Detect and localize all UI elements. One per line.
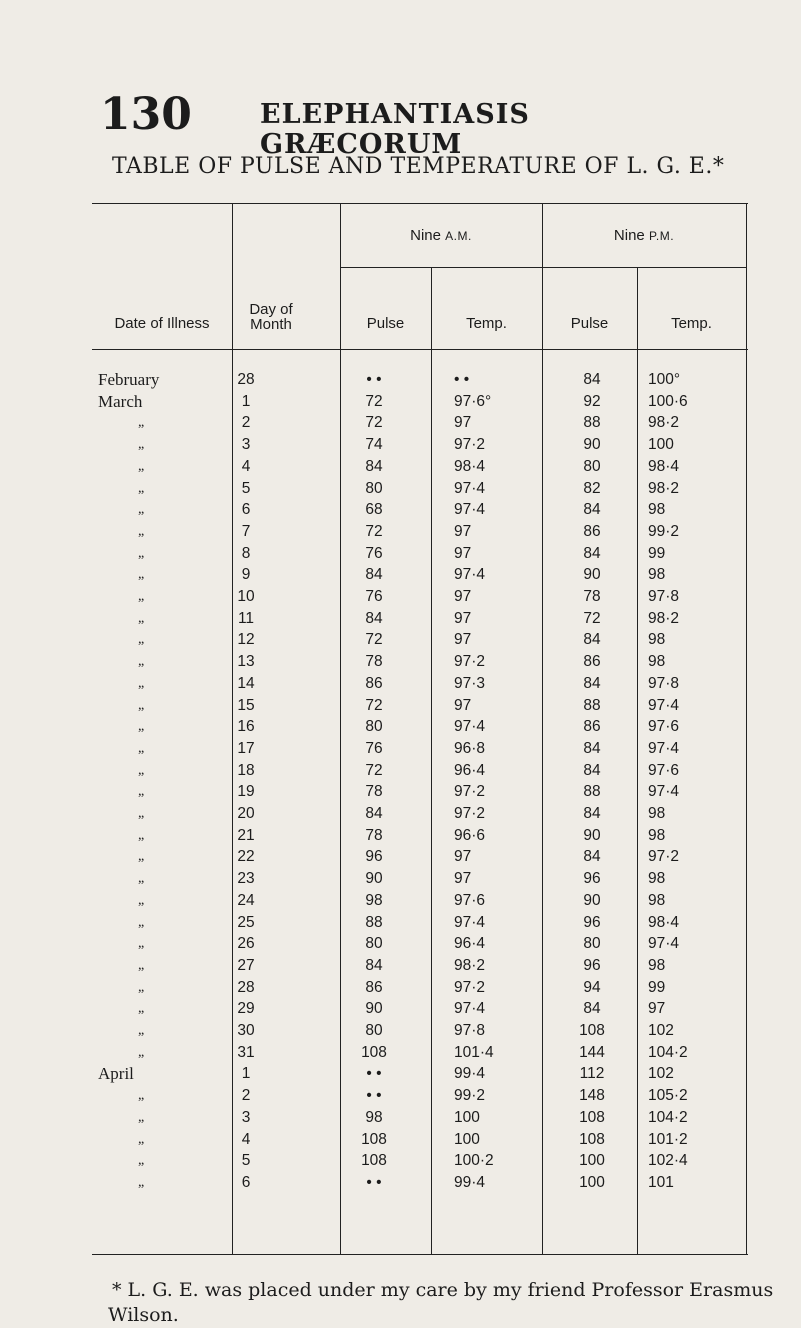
pulse-am-cell: • • bbox=[366, 1065, 382, 1083]
day-cell: 15 bbox=[237, 696, 255, 714]
table-row bbox=[92, 804, 748, 824]
pulse-pm-cell: 78 bbox=[583, 588, 601, 605]
table-row bbox=[92, 761, 748, 781]
temp-am-cell: 96·8 bbox=[454, 739, 486, 757]
day-cell: 25 bbox=[237, 913, 255, 931]
temp-am-cell: 97·3 bbox=[454, 674, 486, 692]
table-row bbox=[92, 457, 748, 477]
day-cell: 30 bbox=[237, 1022, 255, 1039]
pulse-am-cell: 86 bbox=[365, 978, 383, 996]
temp-pm-cell: 100° bbox=[648, 371, 681, 388]
temp-pm-cell: 102 bbox=[648, 1065, 674, 1083]
temp-am-cell: 97·4 bbox=[454, 479, 486, 497]
pulse-am-cell: 80 bbox=[365, 935, 383, 953]
temp-pm-cell: 98 bbox=[648, 826, 666, 844]
temp-pm-cell: 98·2 bbox=[648, 479, 680, 497]
date-cell: „ bbox=[138, 523, 145, 539]
day-cell: 13 bbox=[237, 653, 255, 671]
table-row bbox=[92, 1021, 748, 1041]
table-row bbox=[92, 435, 748, 455]
temp-pm-cell: 102 bbox=[648, 1022, 674, 1039]
table-bottom-rule bbox=[92, 1254, 748, 1255]
temp-am-cell: 99·4 bbox=[454, 1173, 486, 1191]
temp-am-cell: 97·4 bbox=[454, 913, 486, 931]
date-cell: „ bbox=[138, 1131, 145, 1147]
temp-am-cell: 100·2 bbox=[454, 1152, 494, 1170]
date-cell: „ bbox=[138, 610, 145, 626]
temp-am-cell: 97·2 bbox=[454, 805, 486, 822]
temp-am-cell: 96·4 bbox=[454, 761, 486, 779]
pulse-pm-cell: 144 bbox=[579, 1043, 605, 1061]
temp-am-cell: 99·4 bbox=[454, 1065, 486, 1083]
temp-pm-cell: 98·2 bbox=[648, 609, 680, 627]
running-title: ELEPHANTIASIS GRÆCORUM bbox=[260, 99, 530, 160]
pulse-am-cell: 98 bbox=[365, 891, 383, 909]
pulse-am-cell: 84 bbox=[365, 609, 383, 627]
pulse-am-cell: 80 bbox=[365, 479, 383, 497]
pulse-am-cell: 90 bbox=[365, 870, 383, 888]
temp-am-cell: 97 bbox=[454, 609, 472, 627]
pulse-pm-cell: 84 bbox=[583, 371, 601, 388]
date-cell: „ bbox=[138, 762, 145, 778]
date-cell: „ bbox=[138, 1153, 145, 1169]
temp-pm-cell: 97·2 bbox=[648, 848, 680, 866]
day-cell: 16 bbox=[237, 718, 255, 736]
pulse-pm-cell: 84 bbox=[583, 544, 601, 562]
pulse-pm-cell: 88 bbox=[583, 783, 601, 801]
date-cell: „ bbox=[138, 697, 145, 713]
pulse-pm-cell: 90 bbox=[583, 436, 601, 454]
table-row bbox=[92, 999, 748, 1019]
date-cell: „ bbox=[138, 1088, 145, 1104]
table-row bbox=[92, 1130, 748, 1150]
temp-am-cell: 97 bbox=[454, 870, 472, 888]
temp-pm-cell: 98 bbox=[648, 891, 666, 909]
table-row bbox=[92, 479, 748, 499]
pulse-am-cell: 108 bbox=[361, 1130, 387, 1148]
date-cell: „ bbox=[138, 806, 145, 821]
temp-pm-cell: 97·6 bbox=[648, 761, 680, 779]
pulse-pm-cell: 86 bbox=[583, 653, 601, 671]
date-cell: „ bbox=[138, 871, 145, 887]
table-row bbox=[92, 370, 748, 390]
day-cell: 24 bbox=[237, 891, 255, 909]
temp-am-cell: 101·4 bbox=[454, 1043, 494, 1061]
date-cell: „ bbox=[138, 740, 145, 756]
day-cell: 8 bbox=[241, 544, 251, 562]
temp-pm-cell: 97·4 bbox=[648, 739, 680, 757]
table-row bbox=[92, 674, 748, 694]
day-cell: 17 bbox=[237, 739, 255, 757]
day-cell: 5 bbox=[241, 479, 251, 497]
footnote-line-1: * L. G. E. was placed under my care by my friend Professor Erasmus bbox=[112, 1279, 774, 1301]
pulse-am-cell: 78 bbox=[365, 826, 383, 844]
day-cell: 20 bbox=[237, 805, 255, 822]
date-cell: „ bbox=[138, 545, 145, 561]
day-cell: 2 bbox=[241, 414, 251, 432]
temp-am-cell: 97·6° bbox=[454, 392, 492, 410]
day-cell: 5 bbox=[241, 1152, 251, 1170]
pulse-am-cell: 84 bbox=[365, 566, 383, 584]
pulse-am-cell: 72 bbox=[365, 696, 383, 714]
day-cell: 9 bbox=[241, 566, 251, 584]
temp-am-cell: 97 bbox=[454, 696, 472, 714]
temp-am-cell: • • bbox=[454, 371, 470, 388]
table-row bbox=[92, 652, 748, 672]
pulse-pm-cell: 82 bbox=[583, 479, 601, 497]
temp-am-cell: 97·2 bbox=[454, 653, 486, 671]
header-day-of-month: Day of Month bbox=[249, 301, 293, 333]
table-row bbox=[92, 544, 748, 564]
temp-am-cell: 97 bbox=[454, 848, 472, 866]
header-nine-pm bbox=[542, 228, 746, 244]
table-row bbox=[92, 1064, 748, 1084]
date-cell: „ bbox=[138, 957, 145, 973]
date-cell: „ bbox=[138, 480, 145, 496]
table-row bbox=[92, 1043, 748, 1063]
header-pulse-am: Pulse bbox=[366, 315, 405, 332]
table-row bbox=[92, 869, 748, 889]
temp-pm-cell: 101·2 bbox=[648, 1130, 688, 1148]
temp-am-cell: 97 bbox=[454, 631, 472, 649]
temp-am-cell: 97·4 bbox=[454, 566, 486, 584]
pulse-pm-cell: 96 bbox=[583, 956, 601, 974]
table-row bbox=[92, 826, 748, 846]
temp-pm-cell: 98·4 bbox=[648, 913, 680, 931]
temp-pm-cell: 97·4 bbox=[648, 696, 680, 714]
pulse-pm-cell: 100 bbox=[579, 1173, 605, 1191]
day-cell: 12 bbox=[237, 631, 255, 649]
day-cell: 6 bbox=[241, 1173, 251, 1191]
temp-pm-cell: 100·6 bbox=[648, 392, 688, 410]
header-date-of-illness: Date of Illness bbox=[114, 315, 210, 332]
table-row bbox=[92, 500, 748, 520]
day-cell: 27 bbox=[237, 956, 255, 974]
temp-am-cell: 97·2 bbox=[454, 436, 486, 454]
page-header bbox=[100, 89, 720, 160]
temp-pm-cell: 101 bbox=[648, 1173, 674, 1191]
pulse-pm-cell: 92 bbox=[583, 392, 601, 410]
pulse-am-cell: • • bbox=[366, 371, 382, 388]
header-pulse-pm: Pulse bbox=[570, 315, 609, 332]
pulse-pm-cell: 148 bbox=[579, 1087, 605, 1105]
temp-pm-cell: 99 bbox=[648, 544, 666, 562]
pulse-pm-cell: 84 bbox=[583, 1000, 601, 1018]
date-cell: February bbox=[98, 370, 160, 389]
pulse-am-cell: 86 bbox=[365, 674, 383, 692]
day-cell: 29 bbox=[237, 1000, 255, 1018]
pulse-am-cell: 76 bbox=[365, 544, 383, 562]
table-row bbox=[92, 891, 748, 911]
temp-am-cell: 97·6 bbox=[454, 891, 486, 909]
day-cell: 14 bbox=[237, 674, 255, 692]
temp-pm-cell: 98 bbox=[648, 631, 666, 649]
date-cell: „ bbox=[138, 936, 145, 952]
pulse-am-cell: 68 bbox=[365, 501, 383, 519]
pulse-pm-cell: 84 bbox=[583, 674, 601, 692]
pulse-pm-cell: 86 bbox=[583, 522, 601, 540]
pulse-am-cell: 108 bbox=[361, 1152, 387, 1170]
table-row bbox=[92, 847, 748, 867]
header-nine-am bbox=[340, 228, 542, 244]
temp-am-cell: 98·4 bbox=[454, 457, 486, 475]
day-cell: 3 bbox=[241, 436, 251, 454]
day-cell: 4 bbox=[241, 1130, 251, 1148]
date-cell: „ bbox=[138, 1044, 145, 1060]
pulse-am-cell: 90 bbox=[365, 1000, 383, 1018]
header-nine-am-word: Nine bbox=[410, 227, 441, 244]
table-row bbox=[92, 956, 748, 976]
day-cell: 11 bbox=[237, 609, 255, 627]
temp-pm-cell: 97 bbox=[648, 1000, 666, 1018]
pulse-am-cell: 84 bbox=[365, 805, 383, 822]
date-cell: „ bbox=[138, 1023, 145, 1038]
pulse-am-cell: 78 bbox=[365, 653, 383, 671]
temp-pm-cell: 97·8 bbox=[648, 674, 680, 692]
temp-am-cell: 97 bbox=[454, 588, 472, 605]
date-cell: „ bbox=[138, 458, 145, 474]
pulse-pm-cell: 100 bbox=[579, 1152, 605, 1170]
temp-pm-cell: 98 bbox=[648, 870, 666, 888]
date-cell: „ bbox=[138, 437, 145, 453]
day-cell: 23 bbox=[237, 870, 255, 888]
date-cell: „ bbox=[138, 589, 145, 604]
day-cell: 28 bbox=[237, 371, 255, 388]
page-number: 130 bbox=[100, 89, 192, 140]
table-row bbox=[92, 565, 748, 585]
temp-pm-cell: 98 bbox=[648, 956, 666, 974]
pulse-am-cell: 80 bbox=[365, 718, 383, 736]
day-cell: 2 bbox=[241, 1087, 251, 1105]
table-row bbox=[92, 978, 748, 998]
date-cell: „ bbox=[138, 784, 145, 800]
footnote-line-2: Wilson. bbox=[108, 1304, 179, 1326]
pulse-am-cell: 72 bbox=[365, 392, 383, 410]
table-row bbox=[92, 522, 748, 542]
temp-am-cell: 97 bbox=[454, 544, 472, 562]
date-cell: „ bbox=[138, 632, 145, 648]
table-row bbox=[92, 413, 748, 433]
date-cell: „ bbox=[138, 979, 145, 995]
pulse-am-cell: 80 bbox=[365, 1022, 383, 1039]
pulse-am-cell: 98 bbox=[365, 1108, 383, 1126]
pulse-am-cell: • • bbox=[366, 1173, 382, 1191]
date-cell: „ bbox=[138, 502, 145, 518]
table-row bbox=[92, 696, 748, 716]
date-cell: „ bbox=[138, 719, 145, 735]
table-row bbox=[92, 392, 748, 412]
pulse-pm-cell: 88 bbox=[583, 696, 601, 714]
date-cell: „ bbox=[138, 1109, 145, 1125]
date-cell: „ bbox=[138, 849, 145, 865]
header-mid-rule bbox=[340, 267, 746, 268]
day-cell: 21 bbox=[237, 826, 255, 844]
pulse-pm-cell: 84 bbox=[583, 501, 601, 519]
pulse-pm-cell: 84 bbox=[583, 848, 601, 866]
date-cell: „ bbox=[138, 567, 145, 583]
pulse-am-cell: • • bbox=[366, 1087, 382, 1105]
header-pm-suffix: P.M. bbox=[648, 229, 675, 243]
pulse-pm-cell: 112 bbox=[579, 1065, 605, 1083]
temp-pm-cell: 98 bbox=[648, 805, 666, 822]
day-cell: 31 bbox=[237, 1043, 255, 1061]
temp-am-cell: 97·2 bbox=[454, 978, 486, 996]
pulse-am-cell: 72 bbox=[365, 761, 383, 779]
date-cell: March bbox=[98, 391, 143, 411]
table-row bbox=[92, 609, 748, 629]
pulse-pm-cell: 84 bbox=[583, 631, 601, 649]
temp-am-cell: 97·8 bbox=[454, 1022, 486, 1039]
day-cell: 22 bbox=[237, 848, 255, 866]
temp-pm-cell: 98 bbox=[648, 566, 666, 584]
pulse-pm-cell: 84 bbox=[583, 739, 601, 757]
date-cell: „ bbox=[138, 415, 145, 431]
header-am-suffix: A.M. bbox=[445, 229, 472, 243]
pulse-am-cell: 74 bbox=[365, 436, 383, 454]
date-cell: „ bbox=[138, 675, 145, 691]
pulse-pm-cell: 90 bbox=[583, 826, 601, 844]
temp-pm-cell: 97·8 bbox=[648, 588, 680, 605]
temp-pm-cell: 104·2 bbox=[648, 1043, 688, 1061]
pulse-pm-cell: 108 bbox=[579, 1130, 605, 1148]
date-cell: „ bbox=[138, 892, 145, 908]
temp-pm-cell: 98 bbox=[648, 501, 666, 519]
temp-am-cell: 97 bbox=[454, 414, 472, 432]
day-cell: 19 bbox=[237, 783, 255, 801]
date-cell: April bbox=[98, 1064, 134, 1084]
temp-pm-cell: 97·4 bbox=[648, 783, 680, 801]
pulse-pm-cell: 72 bbox=[583, 609, 601, 627]
day-cell: 1 bbox=[241, 1065, 251, 1083]
date-cell: „ bbox=[138, 914, 145, 930]
pulse-am-cell: 108 bbox=[361, 1043, 387, 1061]
pulse-am-cell: 76 bbox=[365, 588, 383, 605]
temp-am-cell: 97·4 bbox=[454, 1000, 486, 1018]
table-row bbox=[92, 739, 748, 759]
temp-pm-cell: 100 bbox=[648, 436, 674, 454]
pulse-am-cell: 72 bbox=[365, 522, 383, 540]
pulse-am-cell: 88 bbox=[365, 913, 383, 931]
date-cell: „ bbox=[138, 827, 145, 843]
temp-pm-cell: 97·4 bbox=[648, 935, 680, 953]
table-row bbox=[92, 782, 748, 802]
day-cell: 4 bbox=[241, 457, 251, 475]
pulse-pm-cell: 90 bbox=[583, 891, 601, 909]
header-nine-pm-word: Nine bbox=[613, 227, 645, 244]
pulse-pm-cell: 88 bbox=[583, 414, 601, 432]
temp-pm-cell: 104·2 bbox=[648, 1108, 688, 1126]
temp-am-cell: 99·2 bbox=[454, 1087, 486, 1105]
table-row bbox=[92, 630, 748, 650]
temp-am-cell: 97·4 bbox=[454, 718, 486, 736]
temp-am-cell: 100 bbox=[454, 1130, 480, 1148]
pulse-pm-cell: 80 bbox=[583, 935, 601, 953]
pulse-am-cell: 76 bbox=[365, 739, 383, 757]
temp-pm-cell: 97·6 bbox=[648, 718, 680, 736]
day-cell: 28 bbox=[237, 978, 255, 996]
day-cell: 3 bbox=[241, 1108, 251, 1126]
pulse-am-cell: 84 bbox=[365, 956, 383, 974]
temp-am-cell: 100 bbox=[454, 1108, 480, 1126]
pulse-am-cell: 84 bbox=[365, 457, 383, 475]
day-cell: 18 bbox=[237, 761, 255, 779]
date-cell: „ bbox=[138, 654, 145, 670]
day-cell: 7 bbox=[241, 522, 251, 540]
pulse-pm-cell: 84 bbox=[583, 805, 601, 822]
temp-pm-cell: 99 bbox=[648, 978, 666, 996]
pulse-pm-cell: 94 bbox=[583, 978, 601, 996]
pulse-pm-cell: 90 bbox=[583, 566, 601, 584]
header-temp-pm: Temp. bbox=[671, 315, 712, 332]
table-row bbox=[92, 1151, 748, 1171]
pulse-am-cell: 96 bbox=[365, 848, 383, 866]
pulse-pm-cell: 96 bbox=[583, 870, 601, 888]
header-bottom-rule bbox=[92, 349, 748, 350]
table-row bbox=[92, 717, 748, 737]
temp-am-cell: 97·4 bbox=[454, 501, 486, 519]
table-title: TABLE OF PULSE AND TEMPERATURE OF L. G. E.* bbox=[112, 154, 725, 179]
pulse-pm-cell: 96 bbox=[583, 913, 601, 931]
table-row bbox=[92, 1086, 748, 1106]
pulse-pm-cell: 86 bbox=[583, 718, 601, 736]
day-cell: 1 bbox=[241, 392, 251, 410]
day-cell: 26 bbox=[237, 935, 255, 953]
temp-am-cell: 96·4 bbox=[454, 935, 486, 953]
table-row bbox=[92, 934, 748, 954]
table-row bbox=[92, 913, 748, 933]
temp-pm-cell: 102·4 bbox=[648, 1152, 688, 1170]
pulse-pm-cell: 80 bbox=[583, 457, 601, 475]
temp-am-cell: 97·2 bbox=[454, 783, 486, 801]
date-cell: „ bbox=[138, 1001, 145, 1017]
temp-pm-cell: 98·4 bbox=[648, 457, 680, 475]
header-temp-am: Temp. bbox=[466, 315, 507, 332]
table-row bbox=[92, 1173, 748, 1193]
table-row bbox=[92, 587, 748, 607]
temp-am-cell: 96·6 bbox=[454, 826, 486, 844]
pulse-pm-cell: 108 bbox=[579, 1022, 605, 1039]
temp-pm-cell: 105·2 bbox=[648, 1087, 688, 1105]
day-cell: 10 bbox=[237, 588, 255, 605]
temp-am-cell: 97 bbox=[454, 522, 472, 540]
temp-am-cell: 98·2 bbox=[454, 956, 486, 974]
table-top-rule bbox=[92, 203, 748, 204]
temp-pm-cell: 99·2 bbox=[648, 522, 680, 540]
pulse-am-cell: 78 bbox=[365, 783, 383, 801]
table-row bbox=[92, 1108, 748, 1128]
temp-pm-cell: 98 bbox=[648, 653, 666, 671]
pulse-am-cell: 72 bbox=[365, 414, 383, 432]
pulse-pm-cell: 84 bbox=[583, 761, 601, 779]
day-cell: 6 bbox=[241, 501, 251, 519]
pulse-pm-cell: 108 bbox=[579, 1108, 605, 1126]
temp-pm-cell: 98·2 bbox=[648, 414, 680, 432]
date-cell: „ bbox=[138, 1174, 145, 1190]
pulse-am-cell: 72 bbox=[365, 631, 383, 649]
